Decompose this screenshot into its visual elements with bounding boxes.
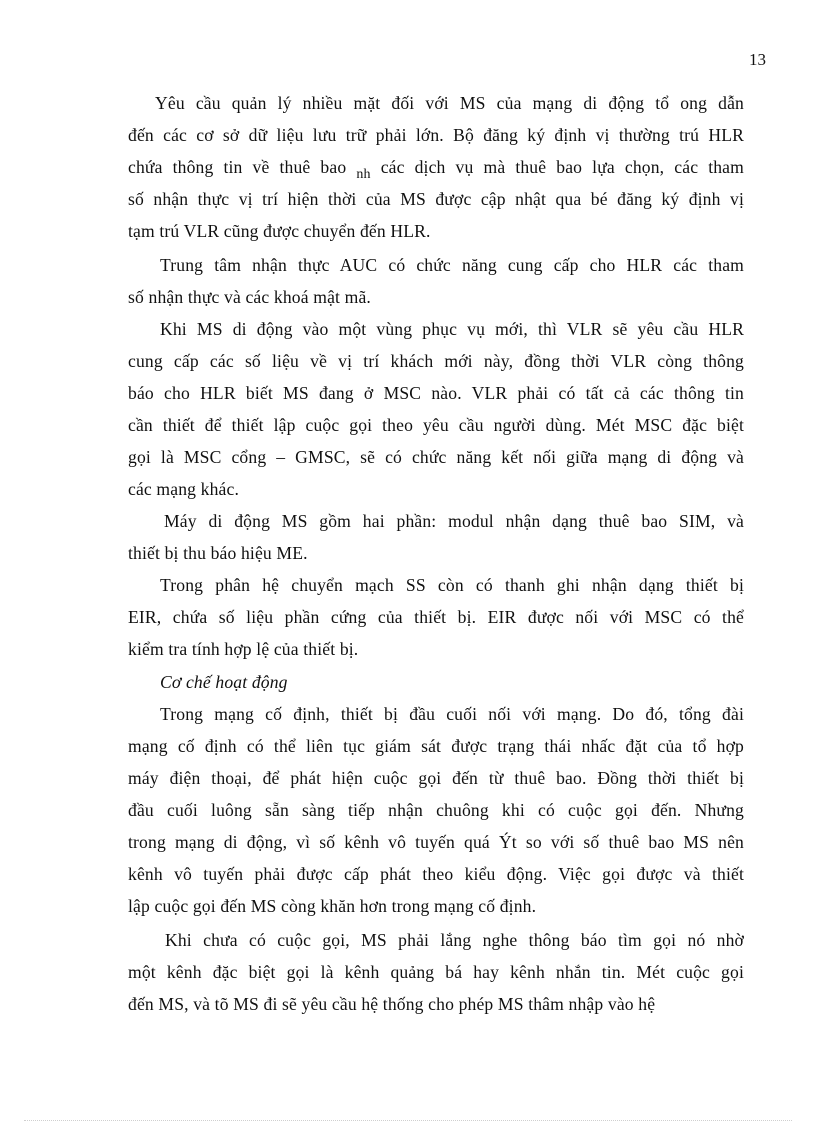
text-line: đầu cuối luông sẵn sàng tiếp nhận chuông khi có cuộc gọi đến. Nhưng: [128, 800, 744, 820]
text-line: Trong mạng cố định, thiết bị đầu cuối nối với mạng. Do đó, tổng đài: [160, 704, 744, 724]
text-line: trong mạng di động, vì số kênh vô tuyến quá Ýt so với số thuê bao MS nên: [128, 832, 744, 852]
text-fragment: chứa thông tin về thuê bao: [128, 157, 347, 177]
text-line: Máy di động MS gồm hai phần: modul nhận dạng thuê bao SIM, và: [164, 511, 744, 531]
text-line: Khi chưa có cuộc gọi, MS phải lắng nghe thông báo tìm gọi nó nhờ: [165, 930, 744, 950]
text-line: thiết bị thu báo hiệu ME.: [128, 543, 308, 563]
page-number: 13: [749, 50, 766, 69]
page-bottom-divider: [24, 1120, 792, 1121]
text-line: cung cấp các số liệu về vị trí khách mới này, đồng thời VLR còng thông: [128, 351, 744, 371]
text-line: [128, 156, 744, 181]
section-heading: Cơ chế hoạt động: [160, 672, 288, 692]
text-line: máy điện thoại, để phát hiện cuộc gọi đến từ thuê bao. Đồng thời thiết bị: [128, 768, 744, 788]
text-fragment: các dịch vụ mà thuê bao lựa chọn, các tham: [380, 157, 744, 177]
text-line: báo cho HLR biết MS đang ở MSC nào. VLR phải có tất cả các thông tin: [128, 383, 744, 403]
text-line: Khi MS di động vào một vùng phục vụ mới, thì VLR sẽ yêu cầu HLR: [160, 319, 744, 339]
text-line: số nhận thực và các khoá mật mã.: [128, 287, 371, 307]
text-line: Yêu cầu quản lý nhiều mặt đối với MS của mạng di động tổ ong dẫn: [155, 93, 744, 113]
text-line: một kênh đặc biệt gọi là kênh quảng bá hay kênh nhắn tin. Mét cuộc gọi: [128, 962, 744, 982]
text-line: số nhận thực vị trí hiện thời của MS được cập nhật qua bé đăng ký định vị: [128, 189, 744, 209]
subscript-text: nh: [356, 167, 371, 182]
text-line: mạng cố định có thể liên tục giám sát được trạng thái nhấc đặt của tổ hợp: [128, 736, 744, 756]
text-line: kênh vô tuyến phải được cấp phát theo kiểu động. Việc gọi được và thiết: [128, 864, 744, 884]
text-line: đến các cơ sở dữ liệu lưu trữ phải lớn. Bộ đăng ký định vị thường trú HLR: [128, 125, 744, 145]
text-line: lập cuộc gọi đến MS còng khăn hơn trong mạng cố định.: [128, 896, 537, 916]
text-line: Trung tâm nhận thực AUC có chức năng cung cấp cho HLR các tham: [160, 255, 744, 275]
text-line: đến MS, và tõ MS đi sẽ yêu cầu hệ thống cho phép MS thâm nhập vào hệ: [128, 994, 656, 1014]
text-line: tạm trú VLR cũng được chuyển đến HLR.: [128, 221, 431, 241]
text-line: các mạng khác.: [128, 479, 240, 499]
text-line: Trong phân hệ chuyển mạch SS còn có thanh ghi nhận dạng thiết bị: [160, 575, 744, 595]
text-line: kiểm tra tính hợp lệ của thiết bị.: [128, 639, 359, 659]
text-line: EIR, chứa số liệu phần cứng của thiết bị. EIR được nối với MSC có thể: [128, 607, 744, 627]
text-line: gọi là MSC cổng – GMSC, sẽ có chức năng kết nối giữa mạng di động và: [128, 447, 744, 467]
text-line: cần thiết để thiết lập cuộc gọi theo yêu cầu người dùng. Mét MSC đặc biệt: [128, 415, 744, 435]
